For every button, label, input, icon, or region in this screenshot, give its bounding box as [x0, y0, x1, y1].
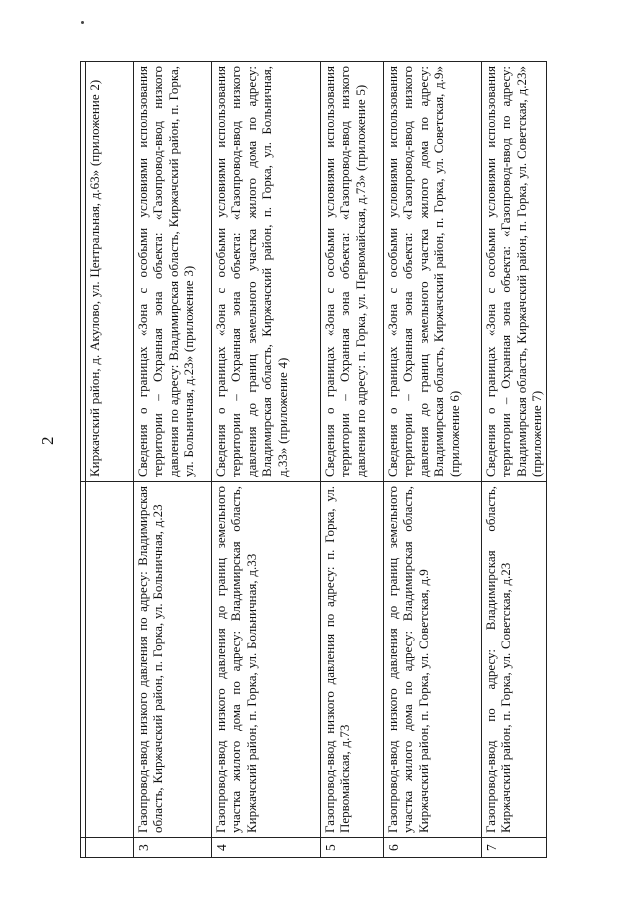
row-number: 7 — [482, 838, 547, 858]
zone-info: Сведения о границах «Зона с особыми условиями использования территории – Охранная зона объекта: «Газопровод-ввод низкого давления по адресу: Владимирская область, Киржачский район, п. Горка, ул. Больничная, д.23» (приложение 3) — [134, 62, 212, 482]
table-row — [384, 62, 482, 858]
object-name: Газопровод-ввод низкого давления по адресу: Владимирская область, Киржачский район, п. Горка, ул. Больничная, д.23 — [134, 482, 212, 838]
table-row — [482, 62, 547, 858]
zone-info: Сведения о границах «Зона с особыми условиями использования территории – Охранная зона объекта: «Газопровод-ввод низкого давления по адресу: п. Горка, ул. Первомайская, д.73» (приложение 5) — [321, 62, 384, 482]
zone-info: Сведения о границах «Зона с особыми условиями использования территории – Охранная зона объекта: «Газопровод-ввод по адресу: Владимирская область, Киржачский район, п. Горка, ул. Советская, д.23» (приложение 7) — [482, 62, 547, 482]
table-row — [212, 62, 321, 858]
row-number: 4 — [212, 838, 321, 858]
zone-info: Сведения о границах «Зона с особыми условиями использования территории – Охранная зона объекта: «Газопровод-ввод низкого давления до границ земельного участка жилого дома по адресу: Владимирская область, Киржачский район, п. Горка, ул. Советская, д.9» (приложение 6) — [384, 62, 482, 482]
object-name — [86, 482, 134, 838]
object-name: Газопровод-ввод по адресу: Владимирская область, Киржачский район, п. Горка, ул. Советская, д.23 — [482, 482, 547, 838]
row-number: 6 — [384, 838, 482, 858]
zones-table — [80, 61, 547, 858]
scan-speck — [81, 21, 84, 24]
object-name: Газопровод-ввод низкого давления до границ земельного участка жилого дома по адресу: Владимирская область, Киржачский район, п. Горка, ул. Больничная, д.33 — [212, 482, 321, 838]
zones-table-body — [81, 62, 547, 858]
table-row — [86, 62, 134, 858]
object-name: Газопровод-ввод низкого давления по адресу: п. Горка, ул. Первомайская, д.73 — [321, 482, 384, 838]
object-name: Газопровод-ввод низкого давления до границ земельного участка жилого дома по адресу: Владимирская область, Киржачский район, п. Горка, ул. Советская, д.9 — [384, 482, 482, 838]
row-number: 3 — [134, 838, 212, 858]
row-number — [86, 838, 134, 858]
document-table-rotated — [80, 62, 545, 858]
zone-info: Киржачский район, д. Акулово, ул. Центральная, д.63» (приложение 2) — [86, 62, 134, 482]
page-number: 2 — [38, 436, 57, 445]
zone-info: Сведения о границах «Зона с особыми условиями использования территории – Охранная зона объекта: «Газопровод-ввод низкого давления до границ земельного участка жилого дома по адресу: Владимирская область, Киржачский район, п. Горка, ул. Больничная, д.33» (приложение 4) — [212, 62, 321, 482]
row-number: 5 — [321, 838, 384, 858]
table-row — [134, 62, 212, 858]
table-row — [321, 62, 384, 858]
